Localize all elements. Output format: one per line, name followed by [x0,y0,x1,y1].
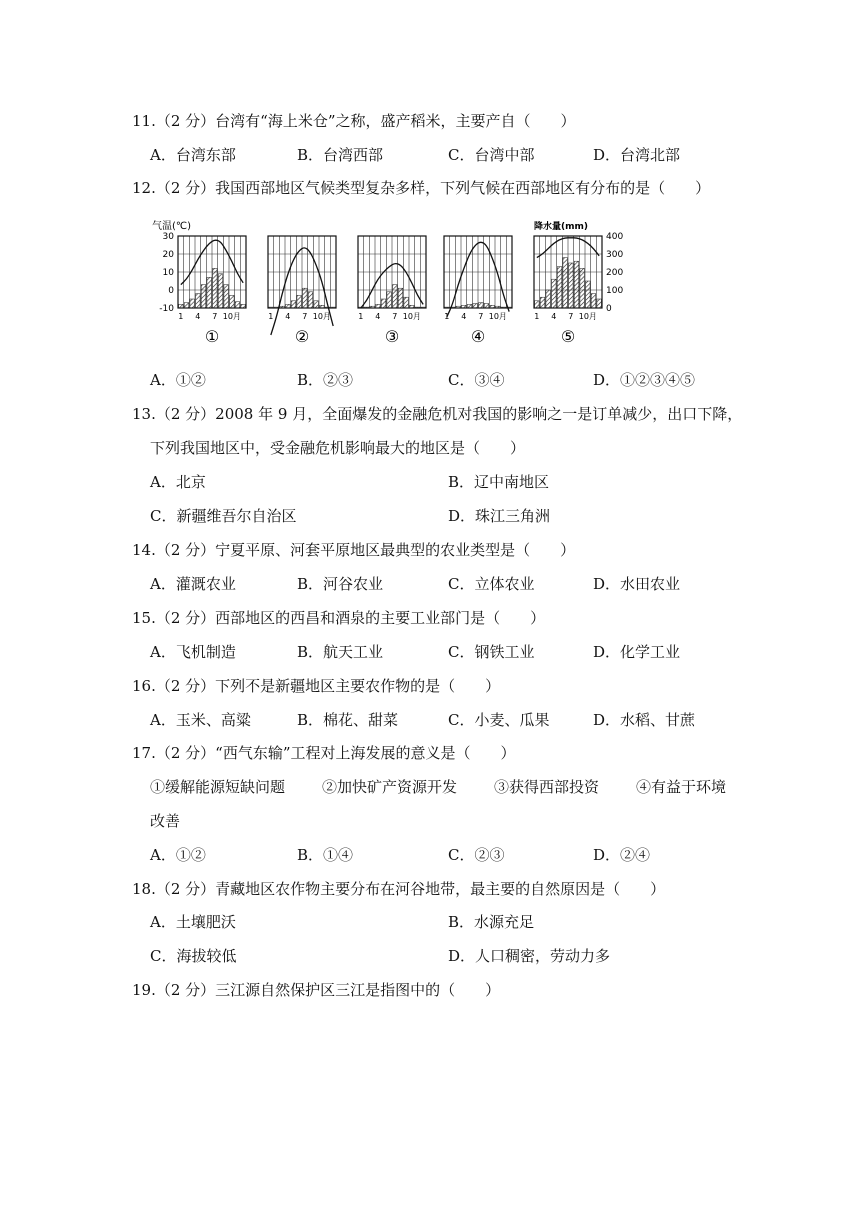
question-14-stem: 14.（2 分）宁夏平原、河套平原地区最典型的农业类型是（ ） [132,541,576,559]
q17-item-2: ②加快矿产资源开发 [322,778,458,796]
precipitation-bar [557,267,561,308]
precipitation-bar [331,307,335,308]
precipitation-bar [580,268,584,308]
precipitation-tick-label: 300 [606,250,624,260]
precipitation-bar [190,299,194,308]
precipitation-bar [404,297,408,308]
precipitation-bar [535,301,539,308]
q17-item-4-wrap: 改善 [150,812,181,830]
precipitation-bar [320,305,324,308]
precipitation-bar [563,258,567,308]
precipitation-bar [381,299,385,308]
month-tick-label: 7 [392,312,398,321]
month-tick-label: 7 [478,312,484,321]
q15-option-c[interactable]: C．钢铁工业 [448,643,535,661]
month-tick-label: 1 [358,312,364,321]
question-11-stem: 11.（2 分）台湾有“海上米仓”之称，盛产稻米，主要产自（ ） [132,112,576,130]
q17-option-b[interactable]: B．①④ [297,846,354,864]
month-tick-label: 4 [375,312,381,321]
precipitation-bar [184,303,188,308]
q16-option-b[interactable]: B．棉花、甜菜 [297,711,399,729]
precipitation-axis-title: 降水量(mm) [534,222,588,232]
month-tick-label: 10月 [222,312,241,321]
q18-option-b[interactable]: B．水源充足 [448,913,535,931]
precipitation-bar [496,306,500,308]
q16-option-a[interactable]: A．玉米、高粱 [150,711,251,729]
precipitation-bar [540,297,544,308]
precipitation-tick-label: 400 [606,232,624,242]
precipitation-bar [462,305,466,308]
precipitation-bar [456,306,460,308]
precipitation-bar [303,288,307,308]
q11-option-d[interactable]: D．台湾北部 [593,146,681,164]
precipitation-bar [314,301,318,308]
precipitation-tick-label: 0 [606,304,612,314]
precipitation-bar [484,304,488,309]
question-12-stem: 12.（2 分）我国西部地区气候类型复杂多样，下列气候在西部地区有分布的是（ ） [132,179,711,197]
precipitation-bar [297,295,301,308]
month-tick-label: 10月 [402,312,421,321]
month-tick-label: 7 [302,312,308,321]
precipitation-bar [370,306,374,308]
precipitation-bar [415,307,419,308]
precipitation-bar [473,304,477,309]
precipitation-bar [376,304,380,308]
precipitation-tick-label: 200 [606,268,624,278]
q17-item-3: ③获得西部投资 [494,778,600,796]
month-tick-label: 1 [534,312,540,321]
precipitation-bar [490,305,494,308]
temperature-tick-label: -10 [159,304,174,314]
q14-option-b[interactable]: B．河谷农业 [297,575,384,593]
precipitation-bar [410,305,414,308]
q15-option-a[interactable]: A．飞机制造 [150,643,236,661]
precipitation-bar [597,299,601,308]
precipitation-bar [224,285,228,308]
q14-option-d[interactable]: D．水田农业 [593,575,681,593]
q15-option-b[interactable]: B．航天工业 [297,643,384,661]
q18-option-d[interactable]: D．人口稠密，劳动力多 [448,947,611,965]
climate-charts-svg [150,218,624,350]
temperature-tick-label: 10 [162,268,174,278]
month-tick-label: 1 [444,312,450,321]
precipitation-bar [467,304,471,308]
q17-item-4: ④有益于环境 [636,778,727,796]
precipitation-bar [291,301,295,308]
q12-option-a[interactable]: A．①② [150,371,206,389]
q14-option-c[interactable]: C．立体农业 [448,575,535,593]
precipitation-bar [196,294,200,308]
precipitation-bar [230,295,234,308]
month-tick-label: 4 [195,312,201,321]
q16-option-c[interactable]: C．小麦、瓜果 [448,711,550,729]
month-tick-label: 1 [178,312,184,321]
precipitation-bar [569,263,573,308]
question-15-stem: 15.（2 分）西部地区的西昌和酒泉的主要工业部门是（ ） [132,609,546,627]
precipitation-bar [501,307,505,308]
precipitation-bar [479,303,483,308]
month-tick-label: 10月 [312,312,331,321]
precipitation-bar [591,294,595,308]
precipitation-bar [308,292,312,308]
month-tick-label: 7 [568,312,574,321]
q17-option-a[interactable]: A．①② [150,846,206,864]
precipitation-tick-label: 100 [606,286,624,296]
precipitation-bar [241,304,245,308]
question-16-stem: 16.（2 分）下列不是新疆地区主要农作物的是（ ） [132,677,501,695]
month-tick-label: 4 [551,312,557,321]
temperature-axis-title: 气温(℃) [152,221,192,232]
q17-option-d[interactable]: D．②④ [593,846,651,864]
precipitation-bar [213,268,217,308]
precipitation-bar [387,292,391,308]
precipitation-bar [235,302,239,308]
precipitation-bar [574,261,578,308]
precipitation-bar [364,307,368,308]
month-tick-label: 7 [212,312,218,321]
question-13-stem-line1: 13.（2 分）2008 年 9 月，全面爆发的金融危机对我国的影响之一是订单减少，出口下降， [132,405,743,423]
climate-charts-figure [150,218,624,350]
month-tick-label: 1 [268,312,274,321]
precipitation-bar [552,279,556,308]
temperature-tick-label: 30 [162,232,174,242]
q14-option-a[interactable]: A．灌溉农业 [150,575,236,593]
q12-option-d[interactable]: D．①②③④⑤ [593,371,696,389]
month-tick-label: 4 [285,312,291,321]
question-17-stem: 17.（2 分）“西气东输”工程对上海发展的意义是（ ） [132,744,516,762]
precipitation-bar [393,285,397,308]
q16-option-d[interactable]: D．水稻、甘蔗 [593,711,696,729]
panel-label: ① [204,327,220,346]
temperature-tick-label: 0 [168,286,174,296]
precipitation-bar [207,277,211,308]
q13-option-c[interactable]: C．新疆维吾尔自治区 [150,507,297,525]
q12-option-b[interactable]: B．②③ [297,371,354,389]
precipitation-bar [586,281,590,308]
month-tick-label: 10月 [488,312,507,321]
panel-label: ② [294,327,310,346]
q17-option-c[interactable]: C．②③ [448,846,505,864]
q18-option-a[interactable]: A．土壤肥沃 [150,913,236,931]
panel-label: ⑤ [560,327,576,346]
temperature-tick-label: 20 [162,250,174,260]
q13-option-d[interactable]: D．珠江三角洲 [448,507,551,525]
precipitation-bar [218,274,222,308]
panel-label: ③ [384,327,400,346]
q18-option-c[interactable]: C．海拔较低 [150,947,237,965]
q17-item-1: ①缓解能源短缺问题 [150,778,286,796]
precipitation-bar [445,307,449,308]
q13-option-a[interactable]: A．北京 [150,473,206,491]
q11-option-b[interactable]: B．台湾西部 [297,146,384,164]
month-tick-label: 10月 [578,312,597,321]
precipitation-bar [179,304,183,308]
precipitation-bar [280,306,284,308]
q11-option-a[interactable]: A．台湾东部 [150,146,236,164]
q12-option-c[interactable]: C．③④ [448,371,505,389]
q13-option-b[interactable]: B．辽中南地区 [448,473,550,491]
q11-option-c[interactable]: C．台湾中部 [448,146,535,164]
question-13-stem-line2: 下列我国地区中，受金融危机影响最大的地区是（ ） [150,439,526,457]
q15-option-d[interactable]: D．化学工业 [593,643,681,661]
precipitation-bar [286,304,290,308]
precipitation-bar [421,307,425,308]
question-18-stem: 18.（2 分）青藏地区农作物主要分布在河谷地带，最主要的自然原因是（ ） [132,880,666,898]
precipitation-bar [398,288,402,308]
month-tick-label: 4 [461,312,467,321]
panel-label: ④ [470,327,486,346]
question-19-stem: 19.（2 分）三江源自然保护区三江是指图中的（ ） [132,981,501,999]
precipitation-bar [201,285,205,308]
precipitation-bar [546,290,550,308]
precipitation-bar [269,307,273,308]
